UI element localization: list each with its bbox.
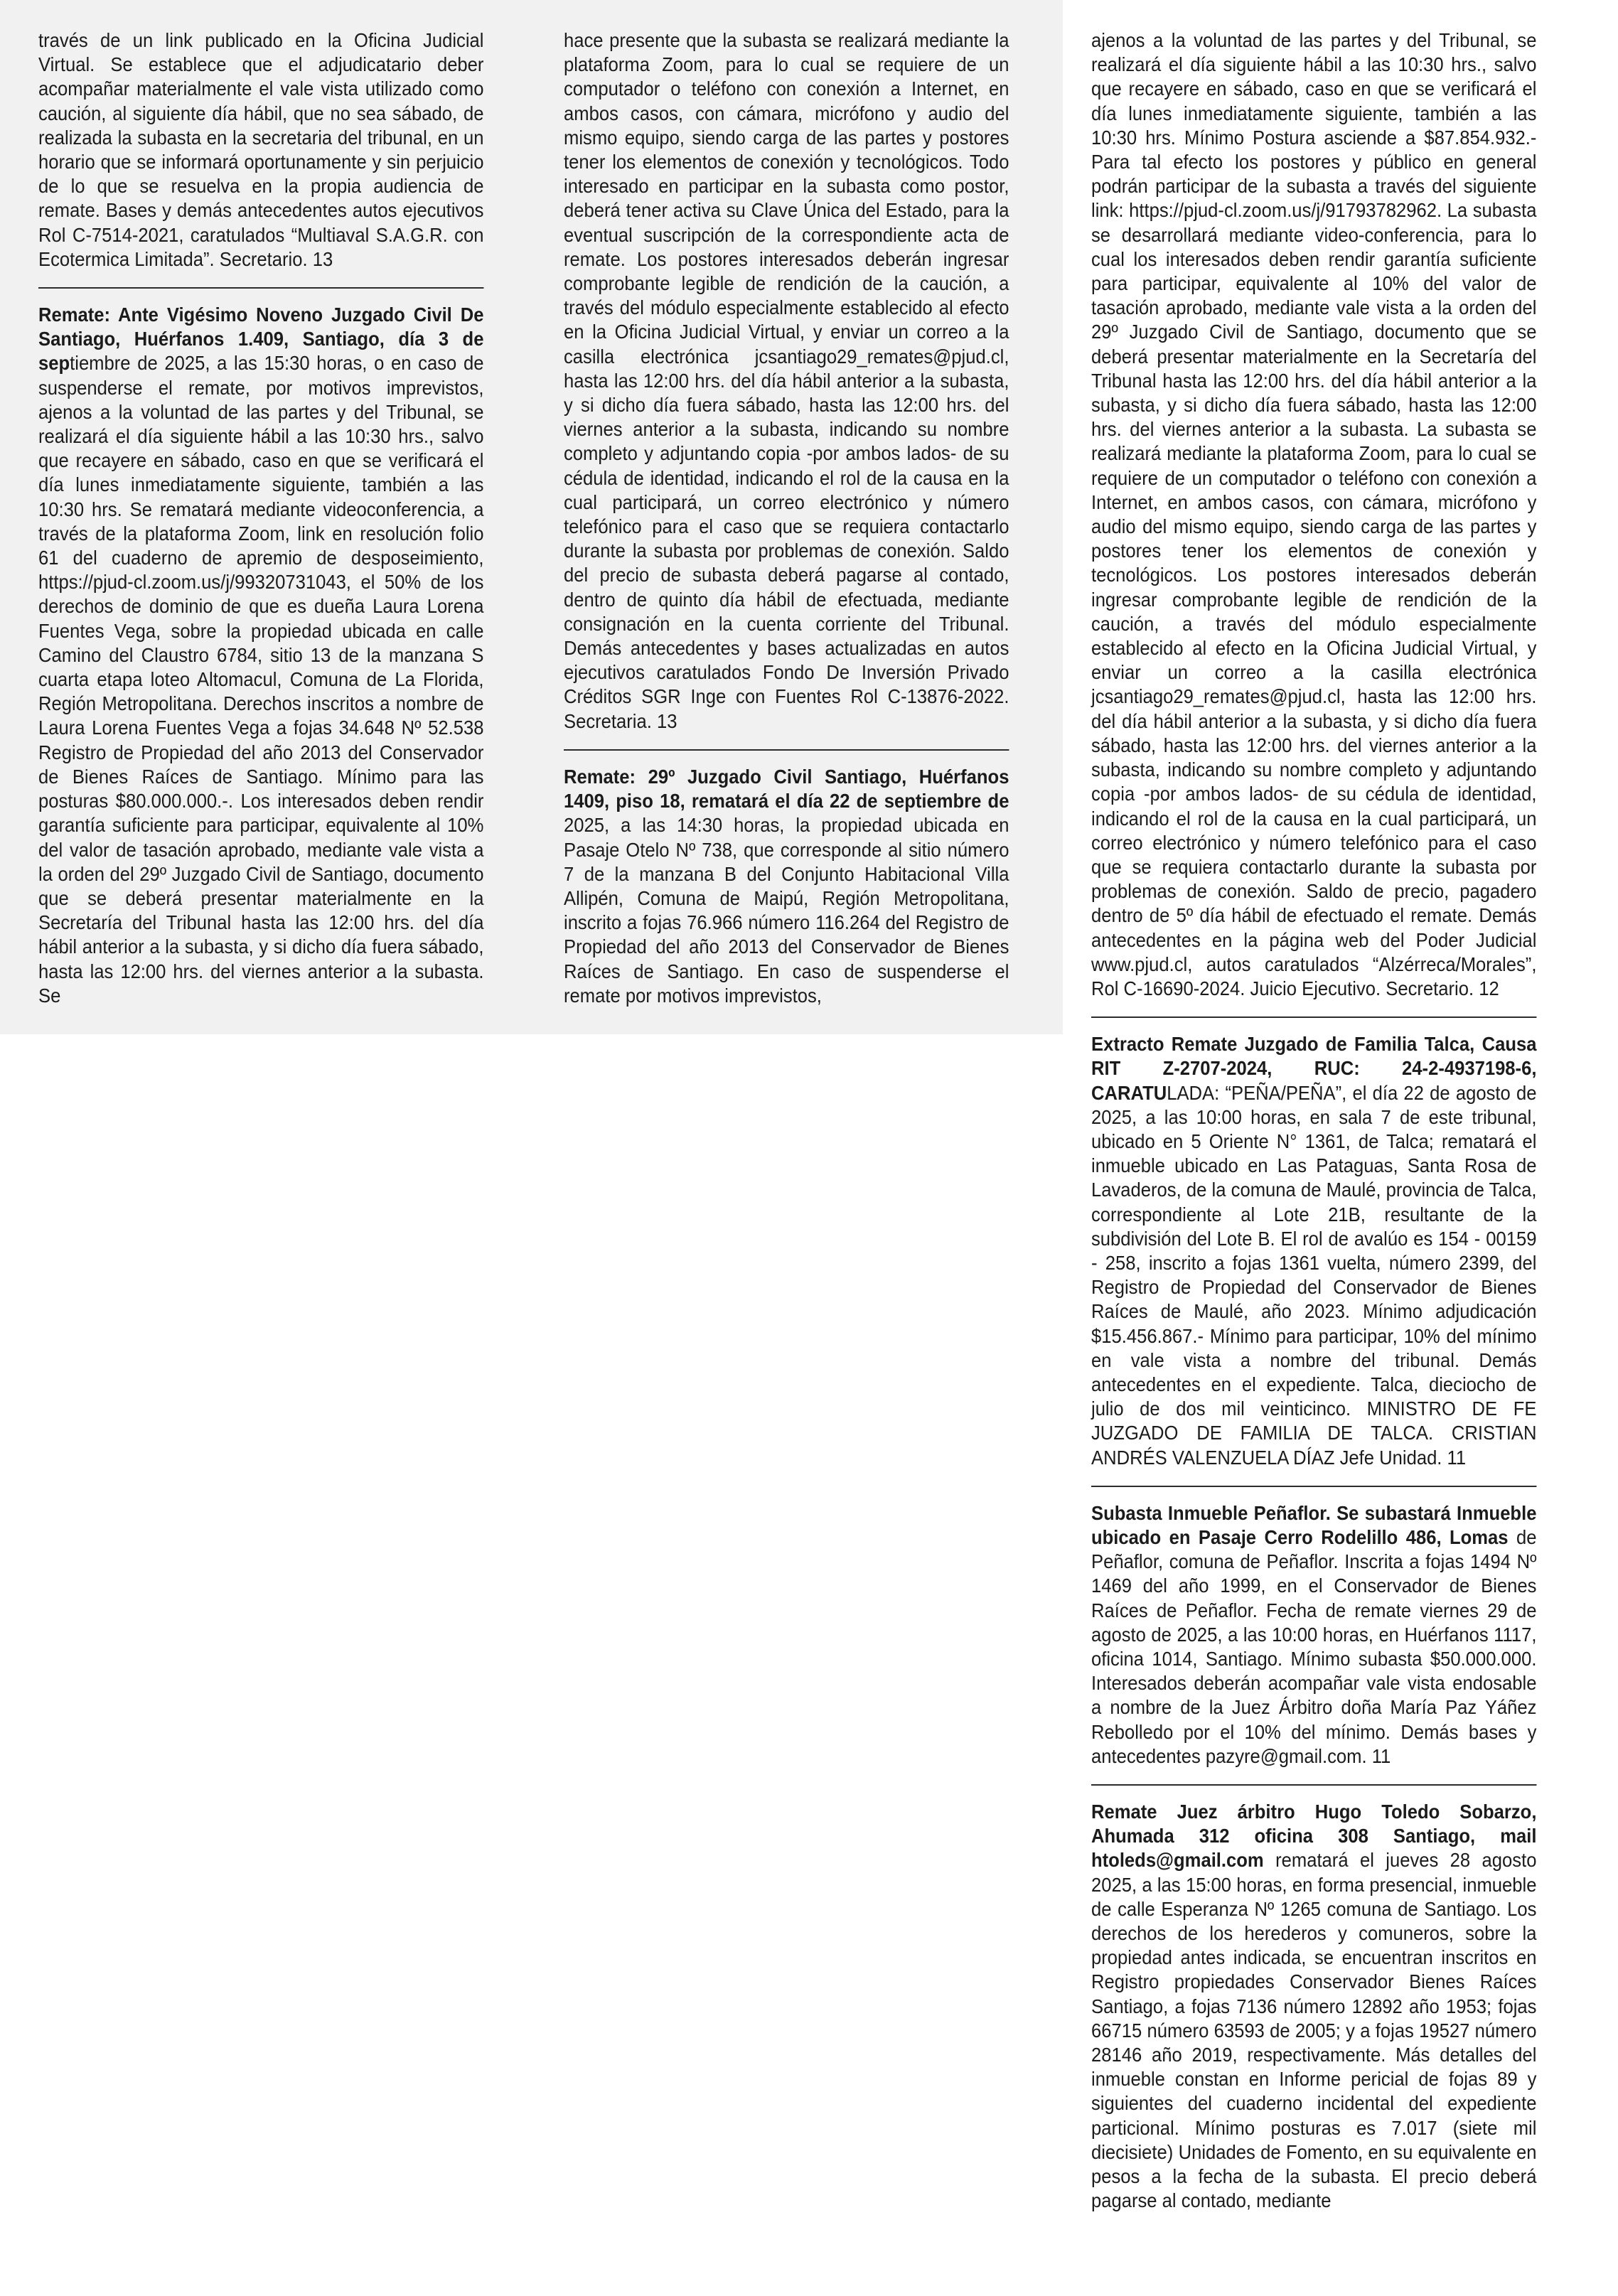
notice-continuation — [564, 28, 1009, 734]
notice-body: LADA: “PEÑA/PEÑA”, el día 22 de agosto de 2025, a las 10:00 horas, en sala 7 de este tribunal, ubicado en 5 Oriente N° 1361, de Talca; rematará el inmueble ubicado en Las Pataguas, Santa Rosa de Lavaderos, de la comuna de Maulé, provincia de Talca, correspondiente al Lote 21B, resultante de la subdivisión del Lote B. El rol de avalúo es 154 - 00159 - 258, inscrito a fojas 1361 vuelta, número 2399, del Registro de Propiedad del Conservador de Bienes Raíces de Maulé, año 2023. Mínimo adjudicación $15.456.867.- Mínimo para participar, 10% del mínimo en vale vista a nombre del tribunal. Demás antecedentes en el expediente. Talca, dieciocho de julio de dos mil veinticinco. MINISTRO DE FE JUZGADO DE FAMILIA DE TALCA. CRISTIAN ANDRÉS VALENZUELA DÍAZ Jefe Unidad. 11 — [1091, 1081, 1537, 1469]
column-2 — [564, 28, 1009, 1008]
notice-heading: Extracto Remate Juzgado de Familia Talca, Causa RIT Z-2707-2024, RUC: 24-2-4937198-6, CARATU — [1091, 1033, 1537, 1104]
notice-body: de Peñaflor, comuna de Peñaflor. Inscrita a fojas 1494 Nº 1469 del año 1999, en el Conservador de Bienes Raíces de Peñaflor. Fecha de remate viernes 29 de agosto de 2025, a las 10:00 horas, en Huérfanos 1117, oficina 1014, Santiago. Mínimo subasta $50.000.000. Interesados deberán acompañar vale vista endosable a nombre de la Juez Árbitro doña María Paz Yáñez Rebolledo por el 10% del mínimo. Demás bases y antecedentes pazyre@gmail.com. 11 — [1091, 1525, 1537, 1767]
notice-continuation — [1091, 28, 1536, 1001]
notice-remate-juez-arbitro — [1091, 1784, 1536, 2213]
notice-heading: Remate: Ante Vigésimo Noveno Juzgado Civil De Santiago, Huérfanos 1.409, Santiago, día 3 de sep — [38, 304, 484, 375]
column-3 — [1091, 28, 1536, 2213]
notice-familia-talca — [1091, 1016, 1536, 1470]
notice-remate-29-civil-3-sep — [38, 287, 483, 1008]
column-1 — [38, 28, 483, 1008]
notice-body: rematará el jueves 28 agosto 2025, a las 15:00 horas, en forma presencial, inmueble de calle Esperanza Nº 1265 comuna de Santiago. Los derechos de los herederos y comuneros, sobre la propiedad antes indicada, se encuentran inscritos en Registro propiedades Conservador Bienes Raíces Santiago, a fojas 7136 número 12892 año 1953; fojas 66715 número 63593 de 2005; y a fojas 19527 número 28146 año 2019, respectivamente. Más detalles del inmueble constan en Informe pericial de fojas 89 y siguientes del cuaderno incidental del expediente particional. Mínimo posturas es 7.017 (siete mil diecisiete) Unidades de Fomento, en su equivalente en pesos a la fecha de la subasta. El precio deberá pagarse al contado, mediante — [1091, 1849, 1537, 2212]
notice-body: 2025, a las 14:30 horas, la propiedad ubicada en Pasaje Otelo Nº 738, que corresponde al sitio número 7 de la manzana B del Conjunto Habitacional Villa Allipén, Comuna de Maipú, Región Metropolitana, inscrito a fojas 76.966 número 116.264 del Registro de Propiedad del año 2013 del Conservador de Bienes Raíces de Santiago. En caso de suspenderse el remate por motivos imprevistos, — [564, 814, 1009, 1007]
notice-heading: Subasta Inmueble Peñaflor. Se subastará Inmueble ubicado en Pasaje Cerro Rodelillo 486, Lomas — [1091, 1501, 1537, 1548]
notice-continuation — [38, 28, 483, 272]
notice-body: ajenos a la voluntad de las partes y del Tribunal, se realizará el día siguiente hábil a las 10:30 hrs., salvo que recayere en sábado, caso en que se verificará el día lunes inmediatamente siguiente, también a las 10:30 hrs. Mínimo Postura asciende a $87.854.932.- Para tal efecto los postores y público en general podrán participar de la subasta a través del siguiente link: https://pjud-cl.zoom.us/j/91793782962. La subasta se desarrollará mediante video-conferencia, para lo cual los interesados deben rendir garantía suficiente para participar, equivalente al 10% del valor de tasación aprobado, mediante vale vista a la orden del 29º Juzgado Civil de Santiago, documento que se deberá presentar materialmente en la Secretaría del Tribunal hasta las 12:00 hrs. del día hábil anterior a la subasta, y si dicho día fuera sábado, hasta las 12:00 hrs. del viernes anterior a la subasta. La subasta se realizará mediante la plataforma Zoom, para lo cual se requiere de un computador o teléfono con conexión a Internet, en ambos casos, con cámara, micrófono y audio del mismo equipo, siendo carga de las partes y postores tener los elementos de conexión y tecnológicos. Los postores interesados deberán ingresar comprobante legible de rendición de la caución, a través del módulo especialmente establecido al efecto en la Oficina Judicial Virtual, y enviar un correo a la casilla electrónica jcsantiago29_remates@pjud.cl, hasta las 12:00 hrs. del día hábil anterior a la subasta, y si dicho día fuera sábado, hasta las 12:00 hrs. del viernes anterior a la subasta, indicando su nombre completo y adjuntando copia -por ambos lados- de su cédula de identidad, indicando el rol de la causa en la cual participará, un correo electrónico y número telefónico para el caso que se requiera contactarlo durante la subasta por problemas de conexión. Saldo de precio, pagadero dentro de 5º día hábil de efectuado el remate. Demás antecedentes en la página web del Poder Judicial www.pjud.cl, autos caratulados “Alzérreca/Morales”, Rol C-16690-2024. Juicio Ejecutivo. Secretario. 12 — [1091, 29, 1537, 999]
notice-remate-29-civil-22-sep — [564, 749, 1009, 1008]
notice-body: través de un link publicado en la Oficina Judicial Virtual. Se establece que el adjudicatario deber acompañar materialmente el vale vista utilizado como caución, al siguiente día hábil, que no sea sábado, de realizada la subasta en la secretaria del tribunal, en un horario que se informará oportunamente y sin perjuicio de lo que se resuelva en la propia audiencia de remate. Bases y demás antecedentes autos ejecutivos Rol C-7514-2021, caratulados “Multiaval S.A.G.R. con Ecotermica Limitada”. Secretario. 13 — [38, 29, 484, 270]
notice-body: tiembre de 2025, a las 15:30 horas, o en caso de suspenderse el remate, por motivos imprevistos, ajenos a la voluntad de las partes y del Tribunal, se realizará el día siguiente hábil a las 10:30 hrs., salvo que recayere en sábado, caso en que se verificará el día lunes inmediatamente siguiente, también a las 10:30 hrs. Se rematará mediante videoconferencia, a través de la plataforma Zoom, link en resolución folio 61 del cuaderno de apremio de desposeimiento, https://pjud-cl.zoom.us/j/99320731043, el 50% de los derechos de dominio de que es dueña Laura Lorena Fuentes Vega, sobre la propiedad ubicada en calle Camino del Claustro 6784, sitio 13 de la manzana S cuarta etapa loteo Altomacul, Comuna de La Florida, Región Metropolitana. Derechos inscritos a nombre de Laura Lorena Fuentes Vega a fojas 34.648 Nº 52.538 Registro de Propiedad del año 2013 del Conservador de Bienes Raíces de Santiago. Mínimo para las posturas $80.000.000.-. Los interesados deben rendir garantía suficiente para participar, equivalente al 10% del valor de tasación aprobado, mediante vale vista a la orden del 29º Juzgado Civil de Santiago, documento que se deberá presentar materialmente en la Secretaría del Tribunal hasta las 12:00 hrs. del día hábil anterior a la subasta, y si dicho día fuera sábado, hasta las 12:00 hrs. del viernes anterior a la subasta. Se — [38, 352, 484, 1007]
notice-heading: Remate Juez árbitro Hugo Toledo Sobarzo, Ahumada 312 oficina 308 Santiago, mail htoleds@gmail.com — [1091, 1801, 1537, 1872]
notice-heading: Remate: 29º Juzgado Civil Santiago, Huérfanos 1409, piso 18, rematará el día 22 de septiembre de — [564, 765, 1009, 812]
notice-body: hace presente que la subasta se realizará mediante la plataforma Zoom, para lo cual se requiere de un computador o teléfono con conexión a Internet, en ambos casos, con cámara, micrófono y audio del mismo equipo, siendo carga de las partes y postores tener los elementos de conexión y tecnológicos. Todo interesado en participar en la subasta como postor, deberá tener activa su Clave Única del Estado, para la eventual suscripción de la correspondiente acta de remate. Los postores interesados deberán ingresar comprobante legible de rendición de la caución, a través del módulo especialmente establecido al efecto en la Oficina Judicial Virtual, y enviar un correo a la casilla electrónica jcsantiago29_remates@pjud.cl, hasta las 12:00 hrs. del día hábil anterior a la subasta, y si dicho día fuera sábado, hasta las 12:00 hrs. del viernes anterior a la subasta, indicando su nombre completo y adjuntando copia -por ambos lados- de su cédula de identidad, indicando el rol de la causa en la cual participará, un correo electrónico y número telefónico para el caso que se requiera contactarlo durante la subasta por problemas de conexión. Saldo del precio de subasta deberá pagarse al contado, dentro de quinto día hábil de efectuada, mediante consignación en la cuenta corriente del Tribunal. Demás antecedentes y bases actualizadas en autos ejecutivos caratulados Fondo De Inversión Privado Créditos SGR Inge con Fuentes Rol C-13876-2022. Secretaria. 13 — [564, 29, 1009, 732]
notice-subasta-penaflor — [1091, 1486, 1536, 1769]
